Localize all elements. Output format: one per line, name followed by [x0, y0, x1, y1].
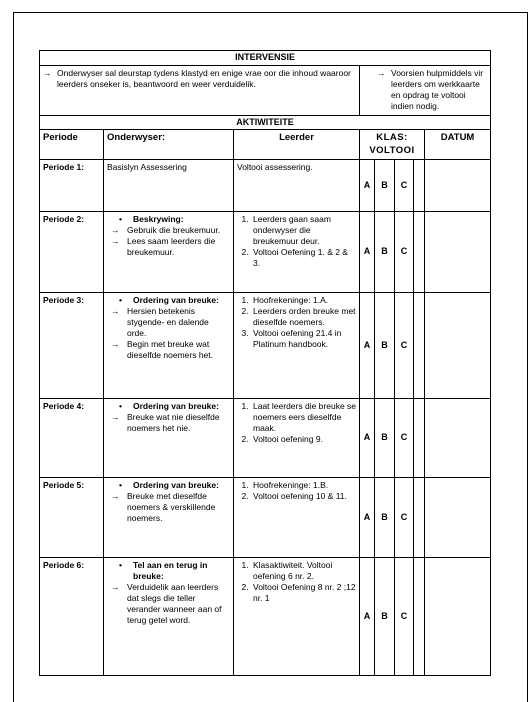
learner-list	[237, 401, 356, 445]
learner-cell	[234, 558, 360, 676]
date-cell[interactable]	[425, 558, 491, 676]
period-label: Periode 2:	[40, 212, 104, 293]
teacher-cell	[104, 558, 234, 676]
class-mark-c[interactable]: C	[395, 399, 414, 478]
arrow-icon: →	[111, 225, 120, 236]
class-mark-b[interactable]: B	[375, 478, 395, 558]
learner-list-item: 1. Laat leerders die breuke se noemers eers dieselfde maak.	[251, 401, 356, 434]
class-mark-b[interactable]: B	[375, 399, 395, 478]
class-mark-a[interactable]: A	[360, 558, 375, 676]
spacer-cell	[414, 160, 425, 212]
bullet-icon: •	[119, 480, 122, 491]
learner-list-item: 1. Hoofrekeninge: 1.A.	[251, 295, 356, 306]
teacher-subitem	[111, 306, 230, 339]
learner-list-item: 1. Hoofrekeninge: 1.B.	[251, 480, 356, 491]
learner-cell	[234, 399, 360, 478]
learner-list-item: 2. Voltooi oefening 10 & 11.	[251, 491, 356, 502]
bullet-icon: •	[119, 295, 122, 306]
learner-cell	[234, 160, 360, 212]
learner-list	[237, 560, 356, 604]
arrow-icon: →	[377, 67, 386, 78]
period-label: Periode 6:	[40, 558, 104, 676]
learner-list-item: 2. Voltooi Oefening 1. & 2 & 3.	[251, 247, 356, 269]
header-learner: Leerder	[234, 130, 360, 160]
intervention-left	[40, 65, 360, 115]
header-period: Periode	[40, 130, 104, 160]
teacher-text: Basislyn Assessering	[107, 162, 187, 173]
lesson-plan-table	[39, 50, 491, 676]
spacer-cell	[414, 478, 425, 558]
teacher-cell	[104, 212, 234, 293]
teacher-subitem	[111, 491, 230, 524]
period-label: Periode 4:	[40, 399, 104, 478]
arrow-icon: →	[111, 582, 120, 593]
table-row	[40, 399, 491, 478]
class-mark-a[interactable]: A	[360, 212, 375, 293]
teacher-heading: Ordering van breuke:	[133, 480, 219, 491]
teacher-subitem-text: Breuke met dieselfde noemers & verskillende noemers.	[127, 491, 216, 524]
teacher-subitem-text: Breuke wat nie dieselfde noemers het nie.	[127, 412, 220, 434]
teacher-subitem-text: Hersien betekenis stygende- en dalende orde.	[127, 306, 209, 339]
spacer-cell	[414, 293, 425, 399]
period-label: Periode 5:	[40, 478, 104, 558]
teacher-bullet	[119, 480, 230, 491]
learner-list-item: 1. Klasaktiwiteit. Voltooi oefening 6 nr. 2.	[251, 560, 356, 582]
teacher-heading: Beskrywing:	[133, 214, 184, 225]
learner-list-item: 3. Voltooi oefening 21.4 in Platinum handbook.	[251, 328, 356, 350]
learner-cell	[234, 478, 360, 558]
arrow-icon: →	[111, 491, 120, 502]
teacher-subitem	[111, 582, 230, 626]
learner-list-item: 2. Leerders orden breuke met dieselfde noemers.	[251, 306, 356, 328]
header-date: DATUM	[425, 130, 491, 160]
date-cell[interactable]	[425, 293, 491, 399]
table-row	[40, 478, 491, 558]
bullet-icon: •	[119, 214, 122, 225]
intervention-right-text: Voorsien hulpmiddels vir leerders om werkkaarte en opdrag te voltooi indien nodig.	[391, 67, 484, 111]
bullet-icon: •	[119, 560, 122, 571]
table-row	[40, 160, 491, 212]
learner-list	[237, 214, 356, 269]
activity-title: AKTIWITEITE	[40, 115, 491, 130]
learner-list-item: 1. Leerders gaan saam onderwyser die breukemuur deur.	[251, 214, 356, 247]
intervention-right	[360, 65, 491, 115]
bullet-icon: •	[119, 401, 122, 412]
teacher-subitem-text: Verduidelik aan leerders dat slegs die teller verander wanneer aan of terug getel word.	[127, 582, 222, 626]
class-mark-b[interactable]: B	[375, 212, 395, 293]
table-row	[40, 558, 491, 676]
class-mark-a[interactable]: A	[360, 160, 375, 212]
class-mark-c[interactable]: C	[395, 212, 414, 293]
header-class-complete: KLAS: VOLTOOI	[360, 130, 425, 160]
class-mark-c[interactable]: C	[395, 160, 414, 212]
teacher-subitem-text: Lees saam leerders die breukemuur.	[127, 236, 216, 258]
teacher-cell	[104, 478, 234, 558]
table-row	[40, 212, 491, 293]
learner-list-item: 2. Voltooi oefening 9.	[251, 434, 356, 445]
teacher-subitem	[111, 339, 230, 361]
spacer-cell	[414, 558, 425, 676]
class-mark-b[interactable]: B	[375, 558, 395, 676]
class-mark-c[interactable]: C	[395, 478, 414, 558]
table-row	[40, 293, 491, 399]
teacher-bullet	[119, 295, 230, 306]
teacher-subitem	[111, 225, 230, 236]
teacher-subitem	[111, 412, 230, 434]
arrow-icon: →	[111, 236, 120, 247]
learner-list	[237, 480, 356, 502]
arrow-icon: →	[111, 412, 120, 423]
learner-text: Voltooi assessering.	[237, 162, 313, 173]
date-cell[interactable]	[425, 399, 491, 478]
arrow-icon: →	[111, 339, 120, 350]
class-mark-a[interactable]: A	[360, 399, 375, 478]
class-mark-c[interactable]: C	[395, 558, 414, 676]
date-cell[interactable]	[425, 212, 491, 293]
spacer-cell	[414, 399, 425, 478]
teacher-subitem	[111, 236, 230, 258]
teacher-cell	[104, 399, 234, 478]
period-label: Periode 3:	[40, 293, 104, 399]
teacher-heading: Ordering van breuke:	[133, 401, 219, 412]
teacher-bullet	[119, 401, 230, 412]
class-mark-c[interactable]: C	[395, 293, 414, 399]
header-teacher: Onderwyser:	[104, 130, 234, 160]
learner-list-item: 2. Voltooi Oefening 8 nr. 2 ;12 nr. 1	[251, 582, 356, 604]
teacher-heading: Ordering van breuke:	[133, 295, 219, 306]
teacher-subitem-text: Gebruik die breukemuur.	[127, 225, 221, 236]
teacher-cell	[104, 293, 234, 399]
class-mark-b[interactable]: B	[375, 293, 395, 399]
learner-cell	[234, 293, 360, 399]
learner-cell	[234, 212, 360, 293]
spacer-cell	[414, 212, 425, 293]
teacher-bullet	[119, 560, 230, 582]
arrow-icon: →	[43, 67, 52, 78]
class-mark-a[interactable]: A	[360, 478, 375, 558]
class-mark-b[interactable]: B	[375, 160, 395, 212]
period-label: Periode 1:	[40, 160, 104, 212]
learner-list	[237, 295, 356, 350]
date-cell[interactable]	[425, 160, 491, 212]
date-cell[interactable]	[425, 478, 491, 558]
intervention-title: INTERVENSIE	[40, 51, 491, 66]
teacher-cell	[104, 160, 234, 212]
teacher-bullet	[119, 214, 230, 225]
teacher-subitem-text: Begin met breuke wat dieselfde noemers het.	[127, 339, 213, 361]
arrow-icon: →	[111, 306, 120, 317]
class-mark-a[interactable]: A	[360, 293, 375, 399]
teacher-heading: Tel aan en terug in breuke:	[133, 560, 208, 582]
intervention-left-text: Onderwyser sal deurstap tydens klastyd en enige vrae oor die inhoud waaroor leerders onseker is, beantwoord en weer verduidelik.	[57, 67, 351, 89]
